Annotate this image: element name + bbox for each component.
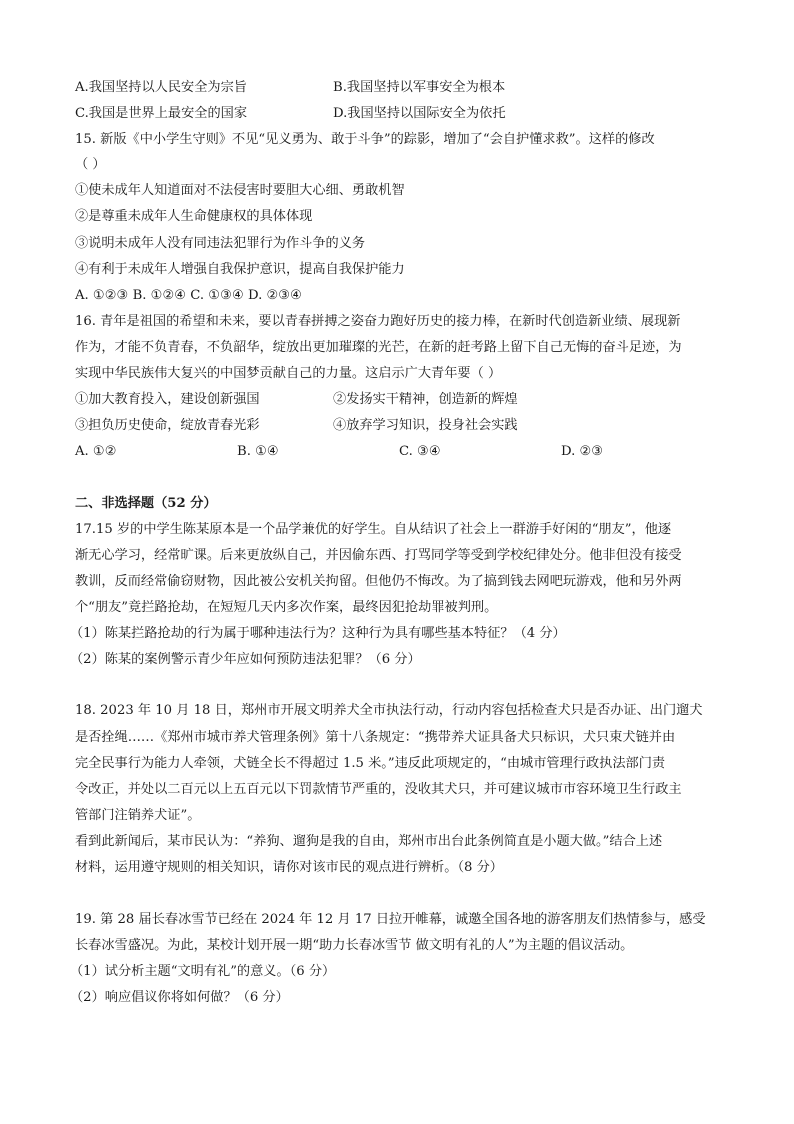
q15-stem-line-2: （ ） [75,157,106,172]
q16-stem-line-2: 作为，才能不负青春，不负韶华，绽放出更加璀璨的光芒，在新的赶考路上留下自己无悔的奋斗足迹，为 [75,340,682,355]
q16-item-3: ③担负历史使命，绽放青春光彩 [75,418,260,433]
q19-line-1: 19. 第 28 届长春冰雪节已经在 2024 年 12 月 17 日拉开帷幕，诚邀全国各地的游客朋友们热情参与，感受 [75,912,706,927]
q14-option-a: A.我国坚持以人民安全为宗旨 [75,80,247,95]
q18-line-4: 令改正，并处以二百元以上五百元以下罚款情节严重的，没收其犬只，并可建议城市市容环境卫生行政主 [75,782,682,797]
q18-line-7: 材料，运用遵守规则的相关知识，请你对该市民的观点进行辨析。（8 分） [75,860,503,875]
q16-option-d: D. ②③ [561,444,604,459]
q15-item-2: ②是尊重未成年人生命健康权的具体体现 [75,209,313,224]
q15-options: A. ①②③ B. ①②④ C. ①③④ D. ②③④ [75,288,302,303]
section-heading: 二、非选择题（52 分） [75,496,217,511]
q18-line-3: 完全民事行为能力人牵领，犬链全长不得超过 1.5 米。”违反此项规定的，“由城市管理行政执法部门责 [75,756,666,771]
q16-stem-line-1: 16. 青年是祖国的希望和未来，要以青春拼搏之姿奋力跑好历史的接力棒，在新时代创造新业绩、展现新 [75,314,681,329]
q15-stem-line-1: 15. 新版《中小学生守则》不见“见义勇为、敢于斗争”的踪影，增加了“会自护懂求救”。这样的修改 [75,132,655,147]
q14-option-c: C.我国是世界上最安全的国家 [75,106,248,121]
q17-line-3: 教训，反而经常偷窃财物，因此被公安机关拘留。但他仍不悔改。为了搞到钱去网吧玩游戏，他和另外两 [75,574,682,589]
q15-item-3: ③说明未成年人没有同违法犯罪行为作斗争的义务 [75,236,366,251]
q16-stem-line-3: 实现中华民族伟大复兴的中国梦贡献自己的力量。这启示广大青年要（ ） [75,366,502,381]
q16-option-b: B. ①④ [237,444,279,459]
q15-item-1: ①使未成年人知道面对不法侵害时要胆大心细、勇敢机智 [75,183,405,198]
q18-line-6: 看到此新闻后，某市民认为：“养狗、遛狗是我的自由，郑州市出台此条例简直是小题大做。”结合上述 [75,834,663,849]
q16-option-a: A. ①② [75,444,117,459]
q14-option-d: D.我国坚持以国际安全为依托 [333,106,506,121]
q17-line-2: 渐无心学习，经常旷课。后来更放纵自己，并因偷东西、打骂同学等受到学校纪律处分。他非但没有接受 [75,548,682,563]
q15-item-4: ④有利于未成年人增强自我保护意识，提高自我保护能力 [75,262,405,277]
q19-line-2: 长春冰雪盛况。为此，某校计划开展一期“助力长春冰雪节 做文明有礼的人”为主题的倡议活动。 [75,938,634,953]
q16-item-2: ②发扬实干精神，创造新的辉煌 [333,392,518,407]
q18-line-1: 18. 2023 年 10 月 18 日，郑州市开展文明养犬全市执法行动，行动内容包括检查犬只是否办证、出门遛犬 [75,703,703,718]
q14-option-b: B.我国坚持以军事安全为根本 [333,80,506,95]
q17-line-1: 17.15 岁的中学生陈某原本是一个品学兼优的好学生。自从结识了社会上一群游手好闲的“朋友”，他逐 [75,522,672,537]
q17-sub-question-1: （1）陈某拦路抢劫的行为属于哪种违法行为？这种行为具有哪些基本特征？（4 分） [70,626,566,641]
q18-line-5: 管部门注销养犬证”。 [75,808,201,823]
q19-sub-question-2: （2）响应倡议你将如何做？（6 分） [70,990,289,1005]
q17-sub-question-2: （2）陈某的案例警示青少年应如何预防违法犯罪？（6 分） [70,652,421,667]
q16-option-c: C. ③④ [399,444,441,459]
q16-options-row [75,444,635,460]
q16-item-1: ①加大教育投入，建设创新强国 [75,392,260,407]
q18-line-2: 是否拴绳……《郑州市城市养犬管理条例》第十八条规定：“携带养犬证具备犬只标识，犬只束犬链并由 [75,730,676,745]
q17-line-4: 个“朋友”竟拦路抢劫，在短短几天内多次作案，最终因犯抢劫罪被判刑。 [75,600,498,615]
q16-item-4: ④放弃学习知识，投身社会实践 [333,418,518,433]
q19-sub-question-1: （1）试分析主题“文明有礼”的意义。（6 分） [70,964,336,979]
